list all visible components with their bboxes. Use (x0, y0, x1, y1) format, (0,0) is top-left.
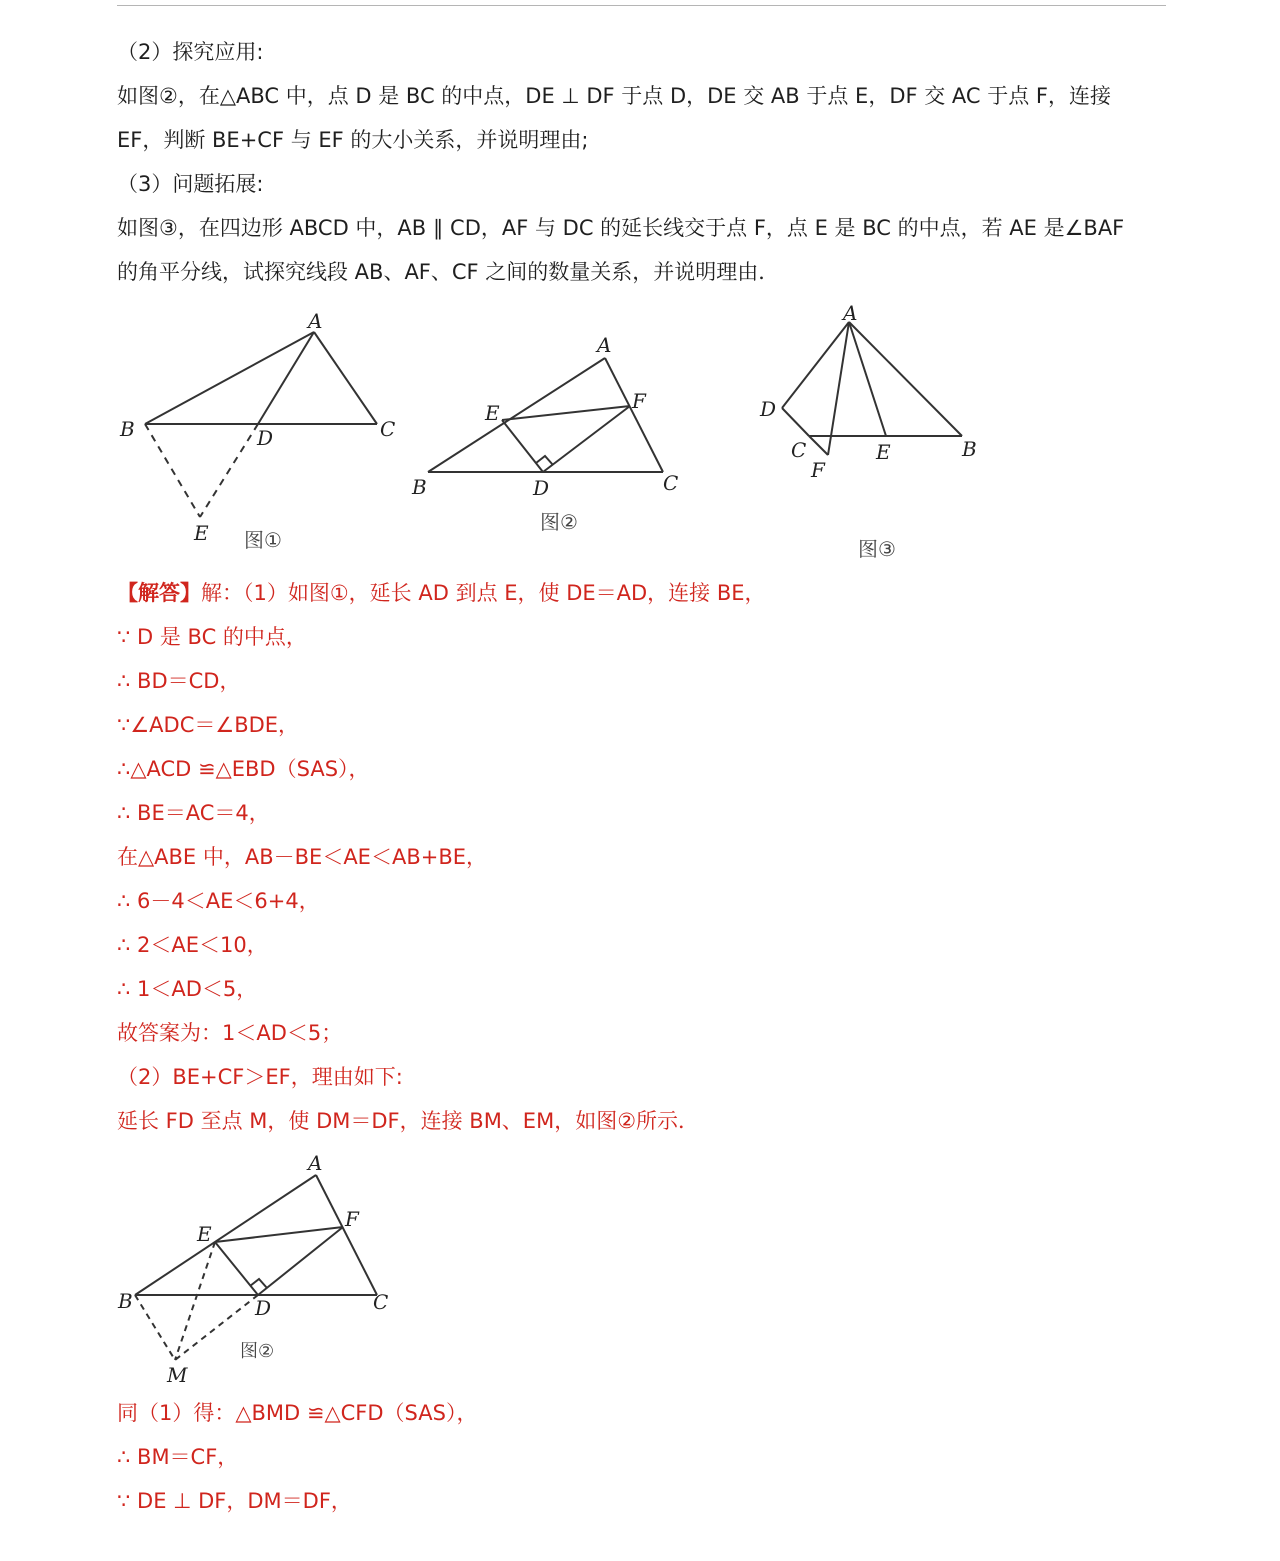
fig1-label-e: E (194, 521, 209, 545)
fig4-caption: 图② (240, 1341, 275, 1362)
fig2-label-a: A (597, 333, 612, 357)
fig1-label-c: C (380, 417, 396, 441)
solution-line-10: ∴ 1＜AD＜5， (117, 977, 258, 1001)
fig2-caption: 图② (540, 510, 578, 534)
fig4-label-m: M (167, 1363, 188, 1387)
solution-line-4: ∵∠ADC＝∠BDE， (117, 713, 300, 737)
fig1-label-d: D (257, 426, 274, 450)
fig2-label-f: F (632, 389, 646, 413)
solution-line-3: ∴ BD＝CD， (117, 669, 241, 693)
fig4-label-f: F (345, 1207, 359, 1231)
solution-line-1 (117, 578, 766, 608)
solution-line-1-text: 解：（1）如图①，延长 AD 到点 E，使 DE＝AD，连接 BE， (201, 581, 766, 605)
part3-text-line1: 如图③，在四边形 ABCD 中，AB ∥ CD，AF 与 DC 的延长线交于点 F，点 E 是 BC 的中点，若 AE 是∠BAF (117, 216, 1125, 240)
part2-text-line1: 如图②，在△ABC 中，点 D 是 BC 的中点，DE ⊥ DF 于点 D，DE 交 AB 于点 E，DF 交 AC 于点 F，连接 (117, 84, 1112, 108)
solution-line-16: ∵ DE ⊥ DF，DM＝DF， (117, 1489, 352, 1513)
fig4-label-c: C (373, 1290, 389, 1314)
part3-heading: （3）问题拓展: (117, 172, 264, 196)
figure-3 (782, 322, 962, 455)
fig2-label-c: C (663, 471, 679, 495)
answer-tag: 【解答】 (117, 581, 201, 605)
figure-2 (428, 358, 663, 472)
solution-line-8: ∴ 6－4＜AE＜6+4， (117, 889, 320, 913)
solution-line-12: （2）BE+CF＞EF，理由如下: (117, 1065, 403, 1089)
solution-line-11: 故答案为：1＜AD＜5； (117, 1021, 343, 1045)
fig3-label-f: F (811, 458, 825, 482)
fig2-label-e: E (485, 401, 500, 425)
solution-line-9: ∴ 2＜AE＜10， (117, 933, 268, 957)
solution-figure (100, 1145, 420, 1395)
fig2-label-b: B (412, 475, 427, 499)
fig4-label-a: A (308, 1151, 323, 1175)
solution-line-15: ∴ BM＝CF， (117, 1445, 239, 1469)
part2-text-line2: EF，判断 BE+CF 与 EF 的大小关系，并说明理由; (117, 128, 589, 152)
fig1-label-a: A (308, 309, 323, 333)
top-divider (117, 5, 1166, 6)
fig3-label-d: D (760, 397, 777, 421)
figure-2-extended (135, 1175, 377, 1360)
figure-1 (145, 332, 377, 517)
part2-heading: （2）探究应用: (117, 40, 264, 64)
problem-figures (0, 300, 1280, 570)
solution-line-5: ∴△ACD ≌△EBD（SAS）， (117, 757, 370, 781)
solution-line-13: 延长 FD 至点 M，使 DM＝DF，连接 BM、EM，如图②所示． (117, 1109, 700, 1133)
fig1-caption: 图① (244, 528, 282, 552)
fig2-label-d: D (533, 476, 550, 500)
fig4-label-b: B (118, 1289, 133, 1313)
fig3-label-c: C (791, 438, 807, 462)
fig3-caption: 图③ (858, 537, 896, 561)
solution-line-6: ∴ BE＝AC＝4， (117, 801, 270, 825)
solution-line-7: 在△ABE 中，AB－BE＜AE＜AB+BE， (117, 845, 487, 869)
fig3-label-b: B (962, 437, 977, 461)
fig1-label-b: B (120, 417, 135, 441)
fig3-label-e: E (876, 440, 891, 464)
fig4-label-e: E (197, 1222, 212, 1246)
fig4-label-d: D (255, 1296, 272, 1320)
solution-line-14: 同（1）得：△BMD ≌△CFD（SAS）， (117, 1401, 478, 1425)
part3-text-line2: 的角平分线，试探究线段 AB、AF、CF 之间的数量关系，并说明理由． (117, 260, 780, 284)
fig3-label-a: A (843, 301, 858, 325)
solution-line-2: ∵ D 是 BC 的中点， (117, 625, 307, 649)
